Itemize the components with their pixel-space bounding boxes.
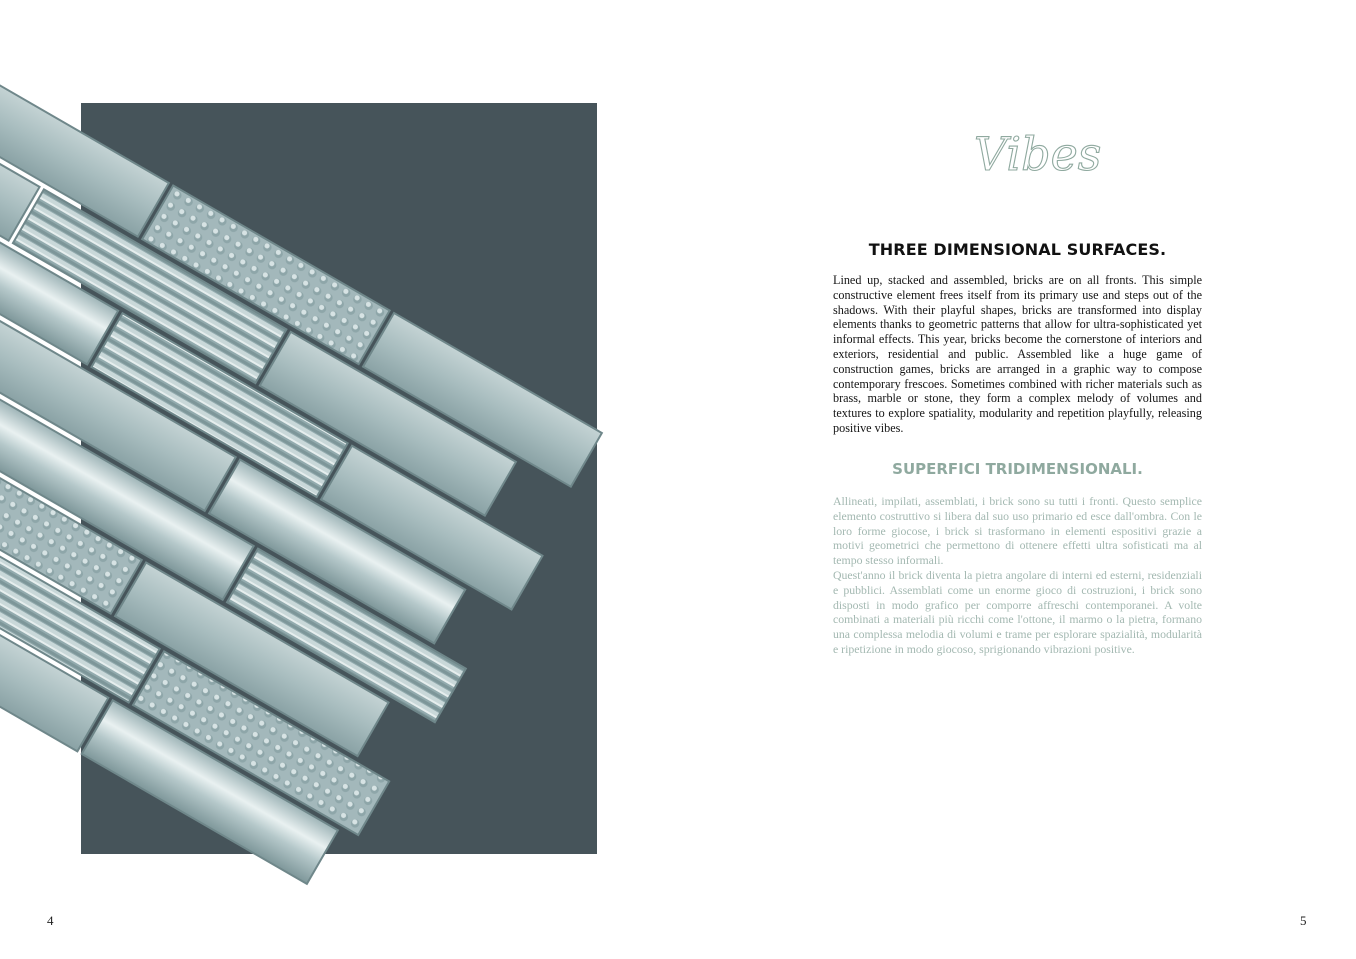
tile-photo: [81, 103, 597, 854]
heading-english: THREE DIMENSIONAL SURFACES.: [868, 240, 1167, 259]
body-italian-paragraph-2: Quest'anno il brick diventa la pietra angolare di interni ed esterni, residenziali e pubblici. Assemblati come un enorme gioco di costruzioni, i brick sono disposti in modo grafico per comporre affreschi contemporanei. A volte combinati a materiali più ricchi come l'ottone, il marmo o la pietra, formano una complessa melodia di volumi e trame per esplorare spazialità, modularità e ripetizione in modo giocoso, sprigionando vibrazioni positive.: [833, 567, 1202, 656]
page-number-right: 5: [1300, 913, 1307, 928]
body-english: Lined up, stacked and assembled, bricks are on all fronts. This simple constructive element frees itself from its primary use and steps out of the shadows. With their playful shapes, bricks are transformed into display elements thanks to geometric patterns that allow for ultra-sophisticated yet informal effects. This year, bricks become the cornerstone of interiors and exteriors, residential and public. Assembled like a huge game of construction games, bricks are arranged in a graphic way to compose contemporary frescoes. Sometimes combined with richer materials such as brass, marble or stone, they form a complex melody of volumes and textures to explore spatiality, modularity and repetition playfully, releasing positive vibes.: [833, 273, 1202, 435]
vibes-logo: [960, 100, 1102, 190]
body-italian-paragraph-1: Allineati, impilati, assemblati, i brick sono su tutti i fronti. Questo semplice elemento costruttivo si libera dal suo uso primario ed esce dall'ombra. Con le loro forme giocose, i brick si trasformano in elementi espositivi grazie a motivi geometrici che permettono di ottenere effetti ultra sofisticati ma al tempo stesso informali.: [833, 494, 1202, 568]
body-italian: [833, 494, 1202, 657]
page-number-left: 4: [47, 913, 54, 928]
logo-text: Vibes: [974, 127, 1102, 181]
heading-italian: SUPERFICI TRIDIMENSIONALI.: [892, 460, 1143, 478]
